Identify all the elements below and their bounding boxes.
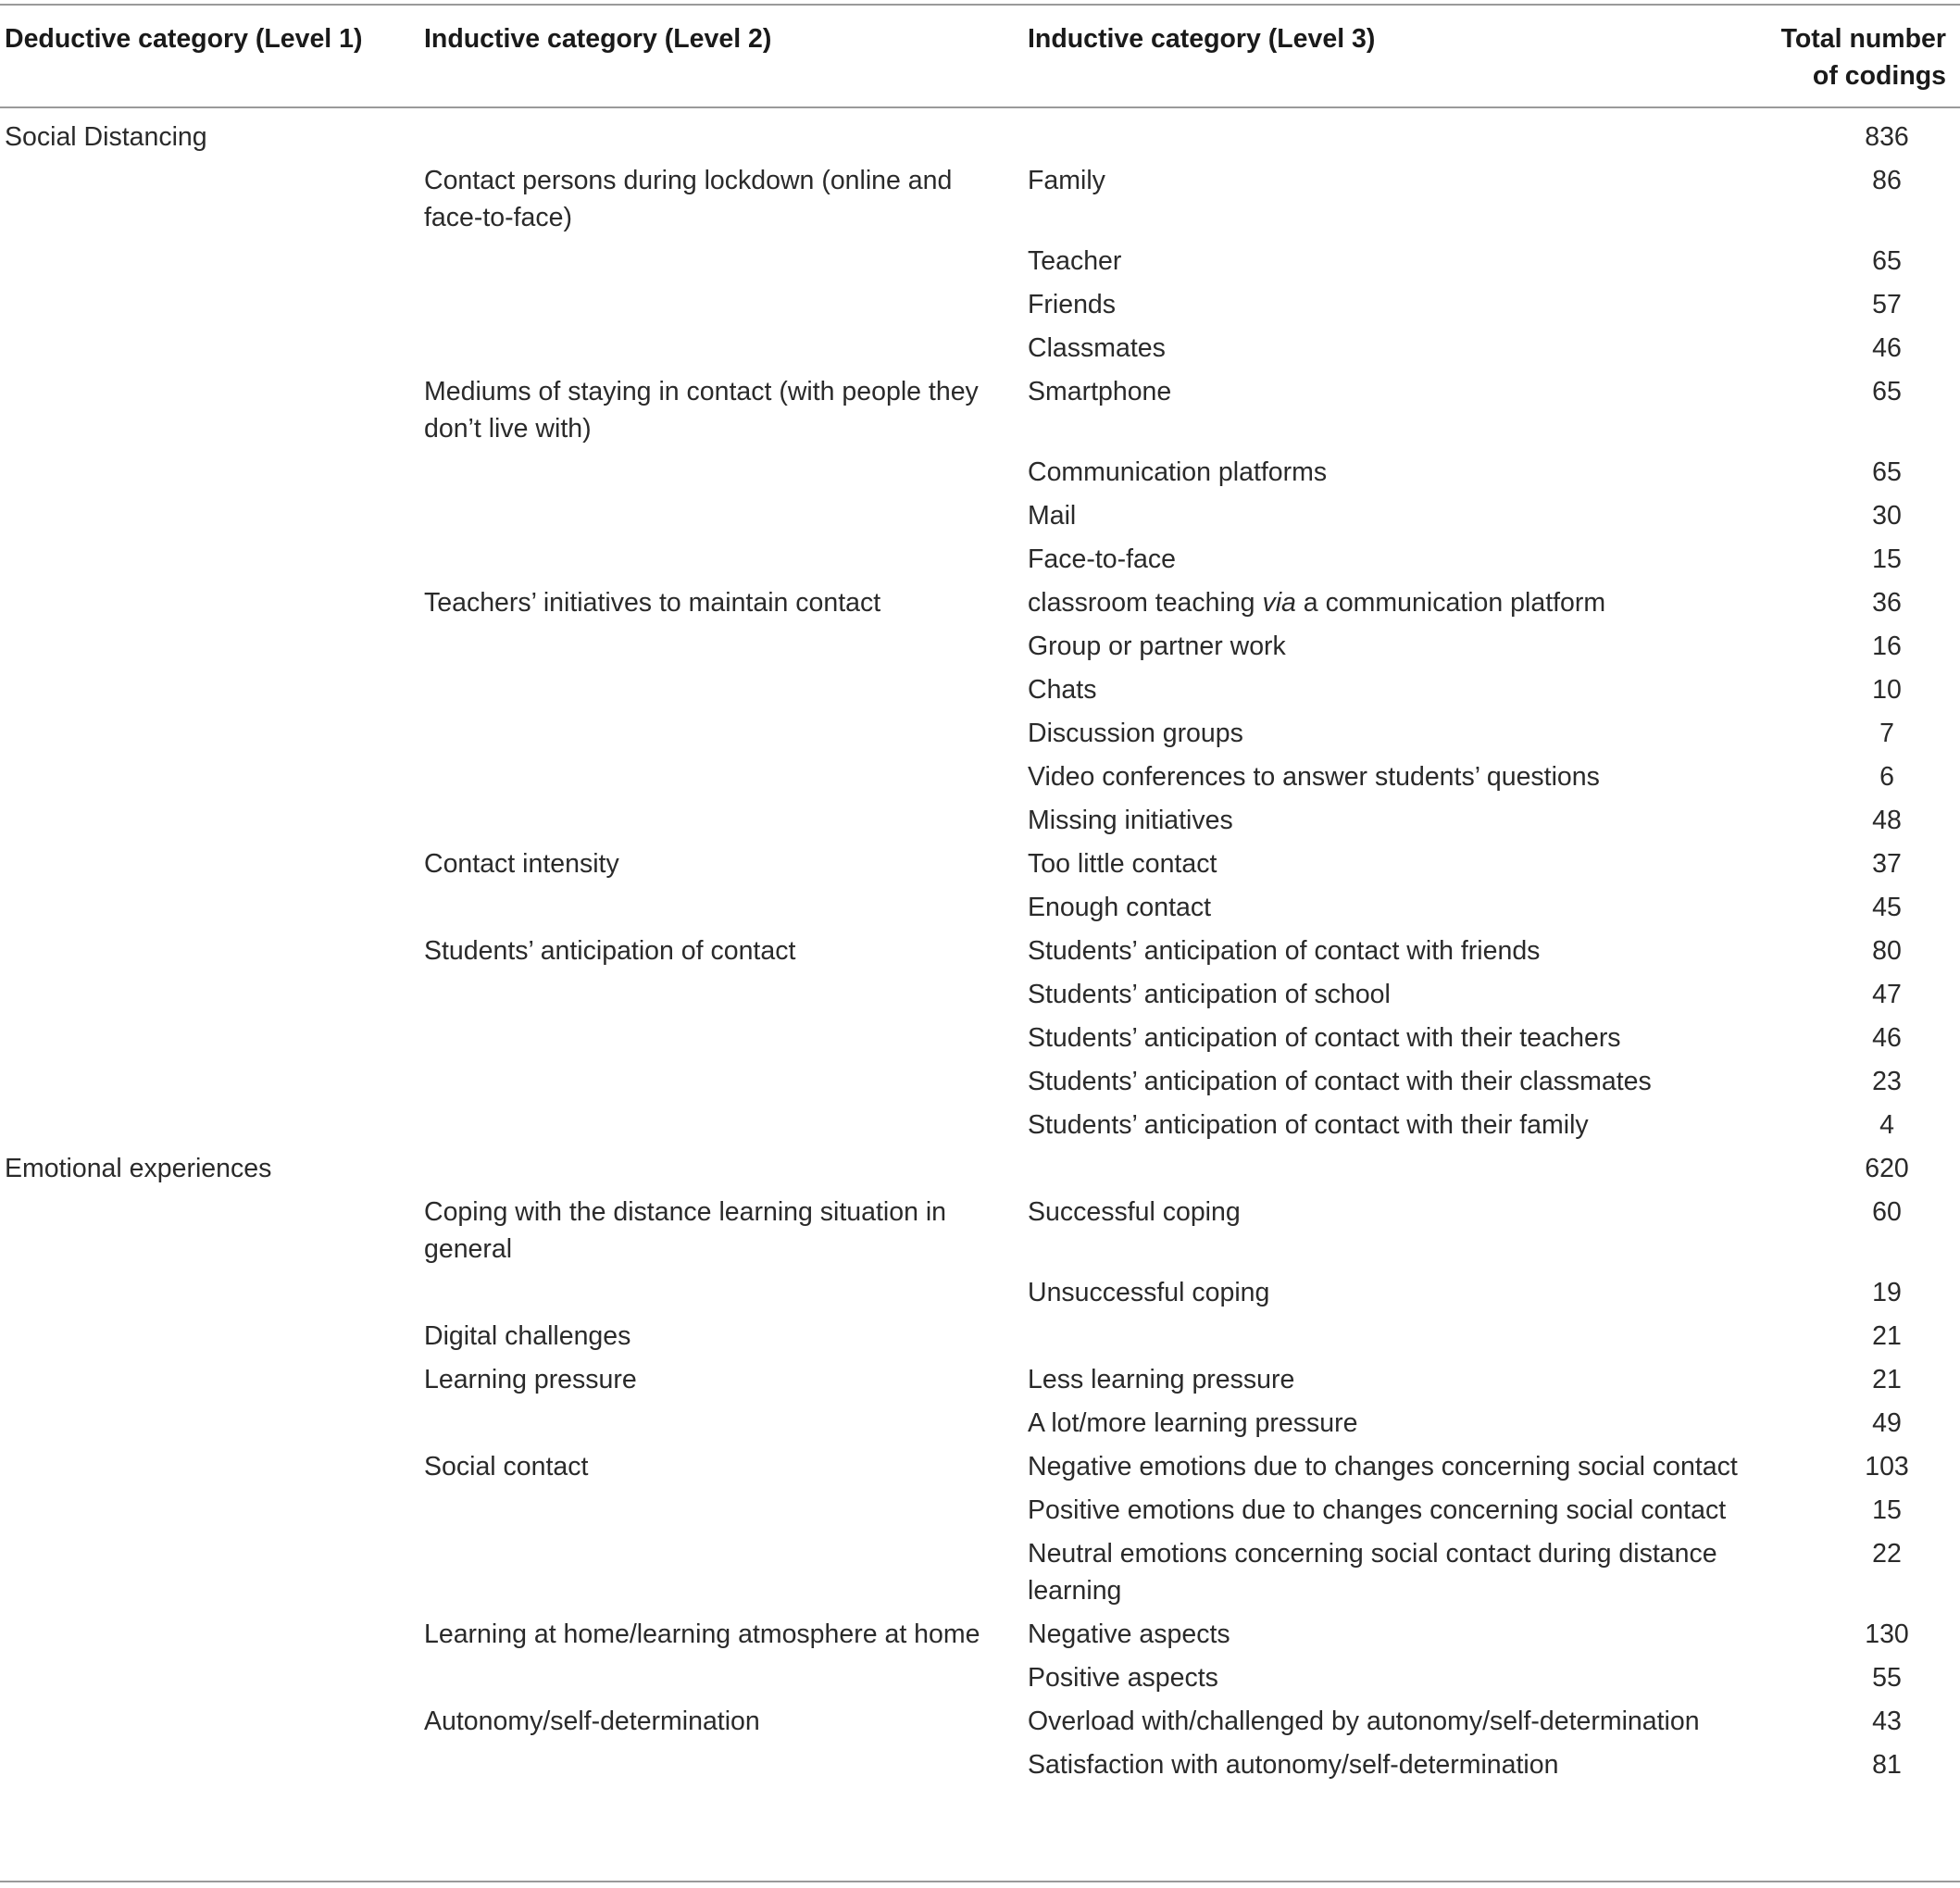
cell-level3: Negative aspects [1028, 1619, 1230, 1649]
cell-level2 [424, 106, 1028, 162]
cell-level1: Social Distancing [5, 122, 207, 152]
cell-level1 [5, 671, 424, 715]
cell-level2: Coping with the distance learning situation in general [424, 1197, 947, 1264]
table-row [5, 1535, 1955, 1616]
cell-level3: Face-to-face [1028, 544, 1176, 574]
header-total-line2: of codings [1812, 61, 1946, 91]
cell-level2 [424, 497, 1028, 541]
cell-level2 [424, 976, 1028, 1019]
cell-level1 [5, 1194, 424, 1274]
cell-total: 43 [1872, 1707, 1902, 1736]
cell-total: 30 [1872, 501, 1902, 531]
cell-level2: Teachers’ initiatives to maintain contact [424, 588, 881, 618]
cell-level3: Discussion groups [1028, 719, 1243, 748]
cell-total: 836 [1865, 122, 1909, 152]
bottom-rule [0, 1881, 1960, 1882]
cell-total: 47 [1872, 980, 1902, 1009]
header-level3: Inductive category (Level 3) [1028, 24, 1376, 54]
cell-level3: Teacher [1028, 246, 1122, 276]
cell-total: 16 [1872, 631, 1902, 661]
table-row [5, 1194, 1955, 1274]
table-row [5, 243, 1955, 286]
cell-level2 [424, 1535, 1028, 1616]
cell-total: 37 [1872, 849, 1902, 879]
cell-level2 [424, 1746, 1028, 1790]
cell-level3: Neutral emotions concerning social contact during distance learning [1028, 1539, 1717, 1606]
cell-total: 46 [1872, 1023, 1902, 1053]
cell-total: 6 [1879, 762, 1894, 792]
cell-level2 [424, 758, 1028, 802]
cell-level1 [5, 1107, 424, 1150]
cell-level2: Learning at home/learning atmosphere at home [424, 1619, 980, 1649]
cell-level1 [5, 1448, 424, 1492]
cell-level1 [5, 1318, 424, 1361]
table-row [5, 330, 1955, 373]
table-row [5, 1274, 1955, 1318]
table-row [5, 932, 1955, 976]
top-rule [0, 4, 1960, 6]
cell-level3: Positive emotions due to changes concerning social contact [1028, 1495, 1727, 1525]
cell-level2 [424, 1063, 1028, 1107]
cell-level3: Missing initiatives [1028, 806, 1233, 835]
cell-level2: Mediums of staying in contact (with people they don’t live with) [424, 377, 979, 444]
header-total [1779, 20, 1955, 106]
cell-level3: Smartphone [1028, 377, 1172, 406]
cell-level2 [424, 889, 1028, 932]
cell-total: 36 [1872, 588, 1902, 618]
table-row [5, 802, 1955, 845]
cell-level3: Friends [1028, 290, 1117, 319]
cell-total: 46 [1872, 333, 1902, 363]
cell-level3: Successful coping [1028, 1197, 1241, 1227]
table-row [5, 1405, 1955, 1448]
cell-total: 130 [1865, 1619, 1909, 1649]
cell-level2 [424, 286, 1028, 330]
cell-level1 [5, 715, 424, 758]
cell-level2 [424, 1274, 1028, 1318]
table-row [5, 1448, 1955, 1492]
cell-level3: Students’ anticipation of contact with friends [1028, 936, 1541, 966]
cell-total: 103 [1865, 1452, 1909, 1482]
header-row [5, 20, 1955, 106]
cell-total: 57 [1872, 290, 1902, 319]
cell-level1 [5, 1703, 424, 1746]
cell-total: 620 [1865, 1154, 1909, 1183]
cell-level2 [424, 243, 1028, 286]
table-row [5, 1703, 1955, 1746]
table-row [5, 628, 1955, 671]
cell-level2 [424, 1107, 1028, 1150]
header-level2: Inductive category (Level 2) [424, 24, 772, 54]
cell-level3 [1028, 1150, 1779, 1194]
cell-level3: Overload with/challenged by autonomy/self-determination [1028, 1707, 1700, 1736]
cell-total: 21 [1872, 1321, 1902, 1351]
table-row [5, 497, 1955, 541]
table-row [5, 373, 1955, 454]
cell-level3: Negative emotions due to changes concerning social contact [1028, 1452, 1738, 1482]
cell-level1 [5, 1535, 424, 1616]
cell-total: 65 [1872, 457, 1902, 487]
cell-level3: Family [1028, 166, 1105, 195]
table-row [5, 671, 1955, 715]
cell-level2: Digital challenges [424, 1321, 631, 1351]
cell-total: 48 [1872, 806, 1902, 835]
table-row [5, 1318, 1955, 1361]
header-total-line1: Total number [1780, 24, 1946, 54]
cell-level2 [424, 671, 1028, 715]
cell-level3: Communication platforms [1028, 457, 1328, 487]
table-row [5, 286, 1955, 330]
cell-level2 [424, 628, 1028, 671]
coding-table [5, 20, 1955, 1790]
cell-level1 [5, 976, 424, 1019]
table-row [5, 541, 1955, 584]
cell-level3: Chats [1028, 675, 1097, 705]
cell-total: 7 [1879, 719, 1894, 748]
cell-total: 21 [1872, 1365, 1902, 1394]
cell-level1 [5, 889, 424, 932]
cell-total: 10 [1872, 675, 1902, 705]
cell-total: 65 [1872, 246, 1902, 276]
cell-level1 [5, 1405, 424, 1448]
table-row [5, 454, 1955, 497]
cell-level1 [5, 497, 424, 541]
cell-level2 [424, 1492, 1028, 1535]
cell-total: 15 [1872, 1495, 1902, 1525]
table-row [5, 845, 1955, 889]
cell-level3: Group or partner work [1028, 631, 1286, 661]
cell-level2 [424, 1405, 1028, 1448]
cell-level1 [5, 373, 424, 454]
cell-level1 [5, 1659, 424, 1703]
cell-level3: Too little contact [1028, 849, 1217, 879]
table-row [5, 976, 1955, 1019]
header-level1: Deductive category (Level 1) [5, 24, 363, 54]
cell-level1 [5, 541, 424, 584]
cell-total: 15 [1872, 544, 1902, 574]
cell-level2: Autonomy/self-determination [424, 1707, 760, 1736]
cell-total: 80 [1872, 936, 1902, 966]
cell-level1: Emotional experiences [5, 1154, 272, 1183]
cell-level1 [5, 845, 424, 889]
cell-total: 4 [1879, 1110, 1894, 1140]
table-row [5, 106, 1955, 162]
cell-level3: Students’ anticipation of contact with their teachers [1028, 1023, 1621, 1053]
cell-level3 [1028, 1318, 1779, 1361]
cell-level1 [5, 1063, 424, 1107]
table-row [5, 1361, 1955, 1405]
table-row [5, 584, 1955, 628]
cell-level2: Social contact [424, 1452, 589, 1482]
cell-level2: Contact intensity [424, 849, 619, 879]
cell-level3: Satisfaction with autonomy/self-determination [1028, 1750, 1559, 1780]
cell-total: 81 [1872, 1750, 1902, 1780]
cell-total: 49 [1872, 1408, 1902, 1438]
cell-level3: Less learning pressure [1028, 1365, 1295, 1394]
cell-level1 [5, 584, 424, 628]
cell-level3: Enough contact [1028, 893, 1212, 922]
cell-total: 55 [1872, 1663, 1902, 1693]
cell-level1 [5, 1746, 424, 1790]
cell-level1 [5, 802, 424, 845]
cell-level2: Learning pressure [424, 1365, 637, 1394]
cell-level3-text: classroom teaching [1028, 588, 1263, 618]
cell-level3-text: a communication platform [1295, 588, 1606, 618]
table-row [5, 1063, 1955, 1107]
cell-level3: A lot/more learning pressure [1028, 1408, 1358, 1438]
table-row [5, 1746, 1955, 1790]
table-row [5, 1492, 1955, 1535]
cell-level1 [5, 1274, 424, 1318]
cell-level2 [424, 1019, 1028, 1063]
cell-level3: Students’ anticipation of contact with their classmates [1028, 1067, 1652, 1096]
cell-level3: Students’ anticipation of contact with their family [1028, 1110, 1589, 1140]
cell-level2 [424, 715, 1028, 758]
table-row [5, 1659, 1955, 1703]
cell-level3: Classmates [1028, 333, 1166, 363]
table-row [5, 1107, 1955, 1150]
cell-level1 [5, 932, 424, 976]
cell-level2 [424, 330, 1028, 373]
cell-level2 [424, 541, 1028, 584]
cell-level2: Contact persons during lockdown (online and face-to-face) [424, 166, 953, 232]
cell-level3: Unsuccessful coping [1028, 1278, 1270, 1307]
cell-level1 [5, 1492, 424, 1535]
table-row [5, 889, 1955, 932]
cell-total: 19 [1872, 1278, 1902, 1307]
cell-total: 23 [1872, 1067, 1902, 1096]
table-row [5, 1616, 1955, 1659]
cell-total: 45 [1872, 893, 1902, 922]
table-row [5, 1150, 1955, 1194]
cell-level3: Positive aspects [1028, 1663, 1218, 1693]
cell-level1 [5, 243, 424, 286]
cell-total: 86 [1872, 166, 1902, 195]
cell-level1 [5, 330, 424, 373]
cell-level1 [5, 1361, 424, 1405]
cell-level2: Students’ anticipation of contact [424, 936, 796, 966]
cell-level2 [424, 802, 1028, 845]
cell-level3: Video conferences to answer students’ questions [1028, 762, 1600, 792]
cell-level3: Mail [1028, 501, 1077, 531]
cell-level1 [5, 628, 424, 671]
cell-level3: Students’ anticipation of school [1028, 980, 1391, 1009]
table-row [5, 162, 1955, 243]
table-row [5, 1019, 1955, 1063]
cell-level1 [5, 162, 424, 243]
table-row [5, 758, 1955, 802]
cell-level3 [1028, 584, 1779, 628]
cell-total: 22 [1872, 1539, 1902, 1569]
table-row [5, 715, 1955, 758]
cell-level2 [424, 454, 1028, 497]
cell-level2 [424, 1150, 1028, 1194]
cell-level1 [5, 286, 424, 330]
cell-level3-emphasis: via [1262, 588, 1296, 618]
cell-level1 [5, 1019, 424, 1063]
cell-level1 [5, 758, 424, 802]
cell-level1 [5, 454, 424, 497]
table-body [5, 106, 1955, 1790]
cell-level2 [424, 1659, 1028, 1703]
cell-total: 65 [1872, 377, 1902, 406]
cell-total: 60 [1872, 1197, 1902, 1227]
cell-level3 [1028, 106, 1779, 162]
cell-level1 [5, 1616, 424, 1659]
